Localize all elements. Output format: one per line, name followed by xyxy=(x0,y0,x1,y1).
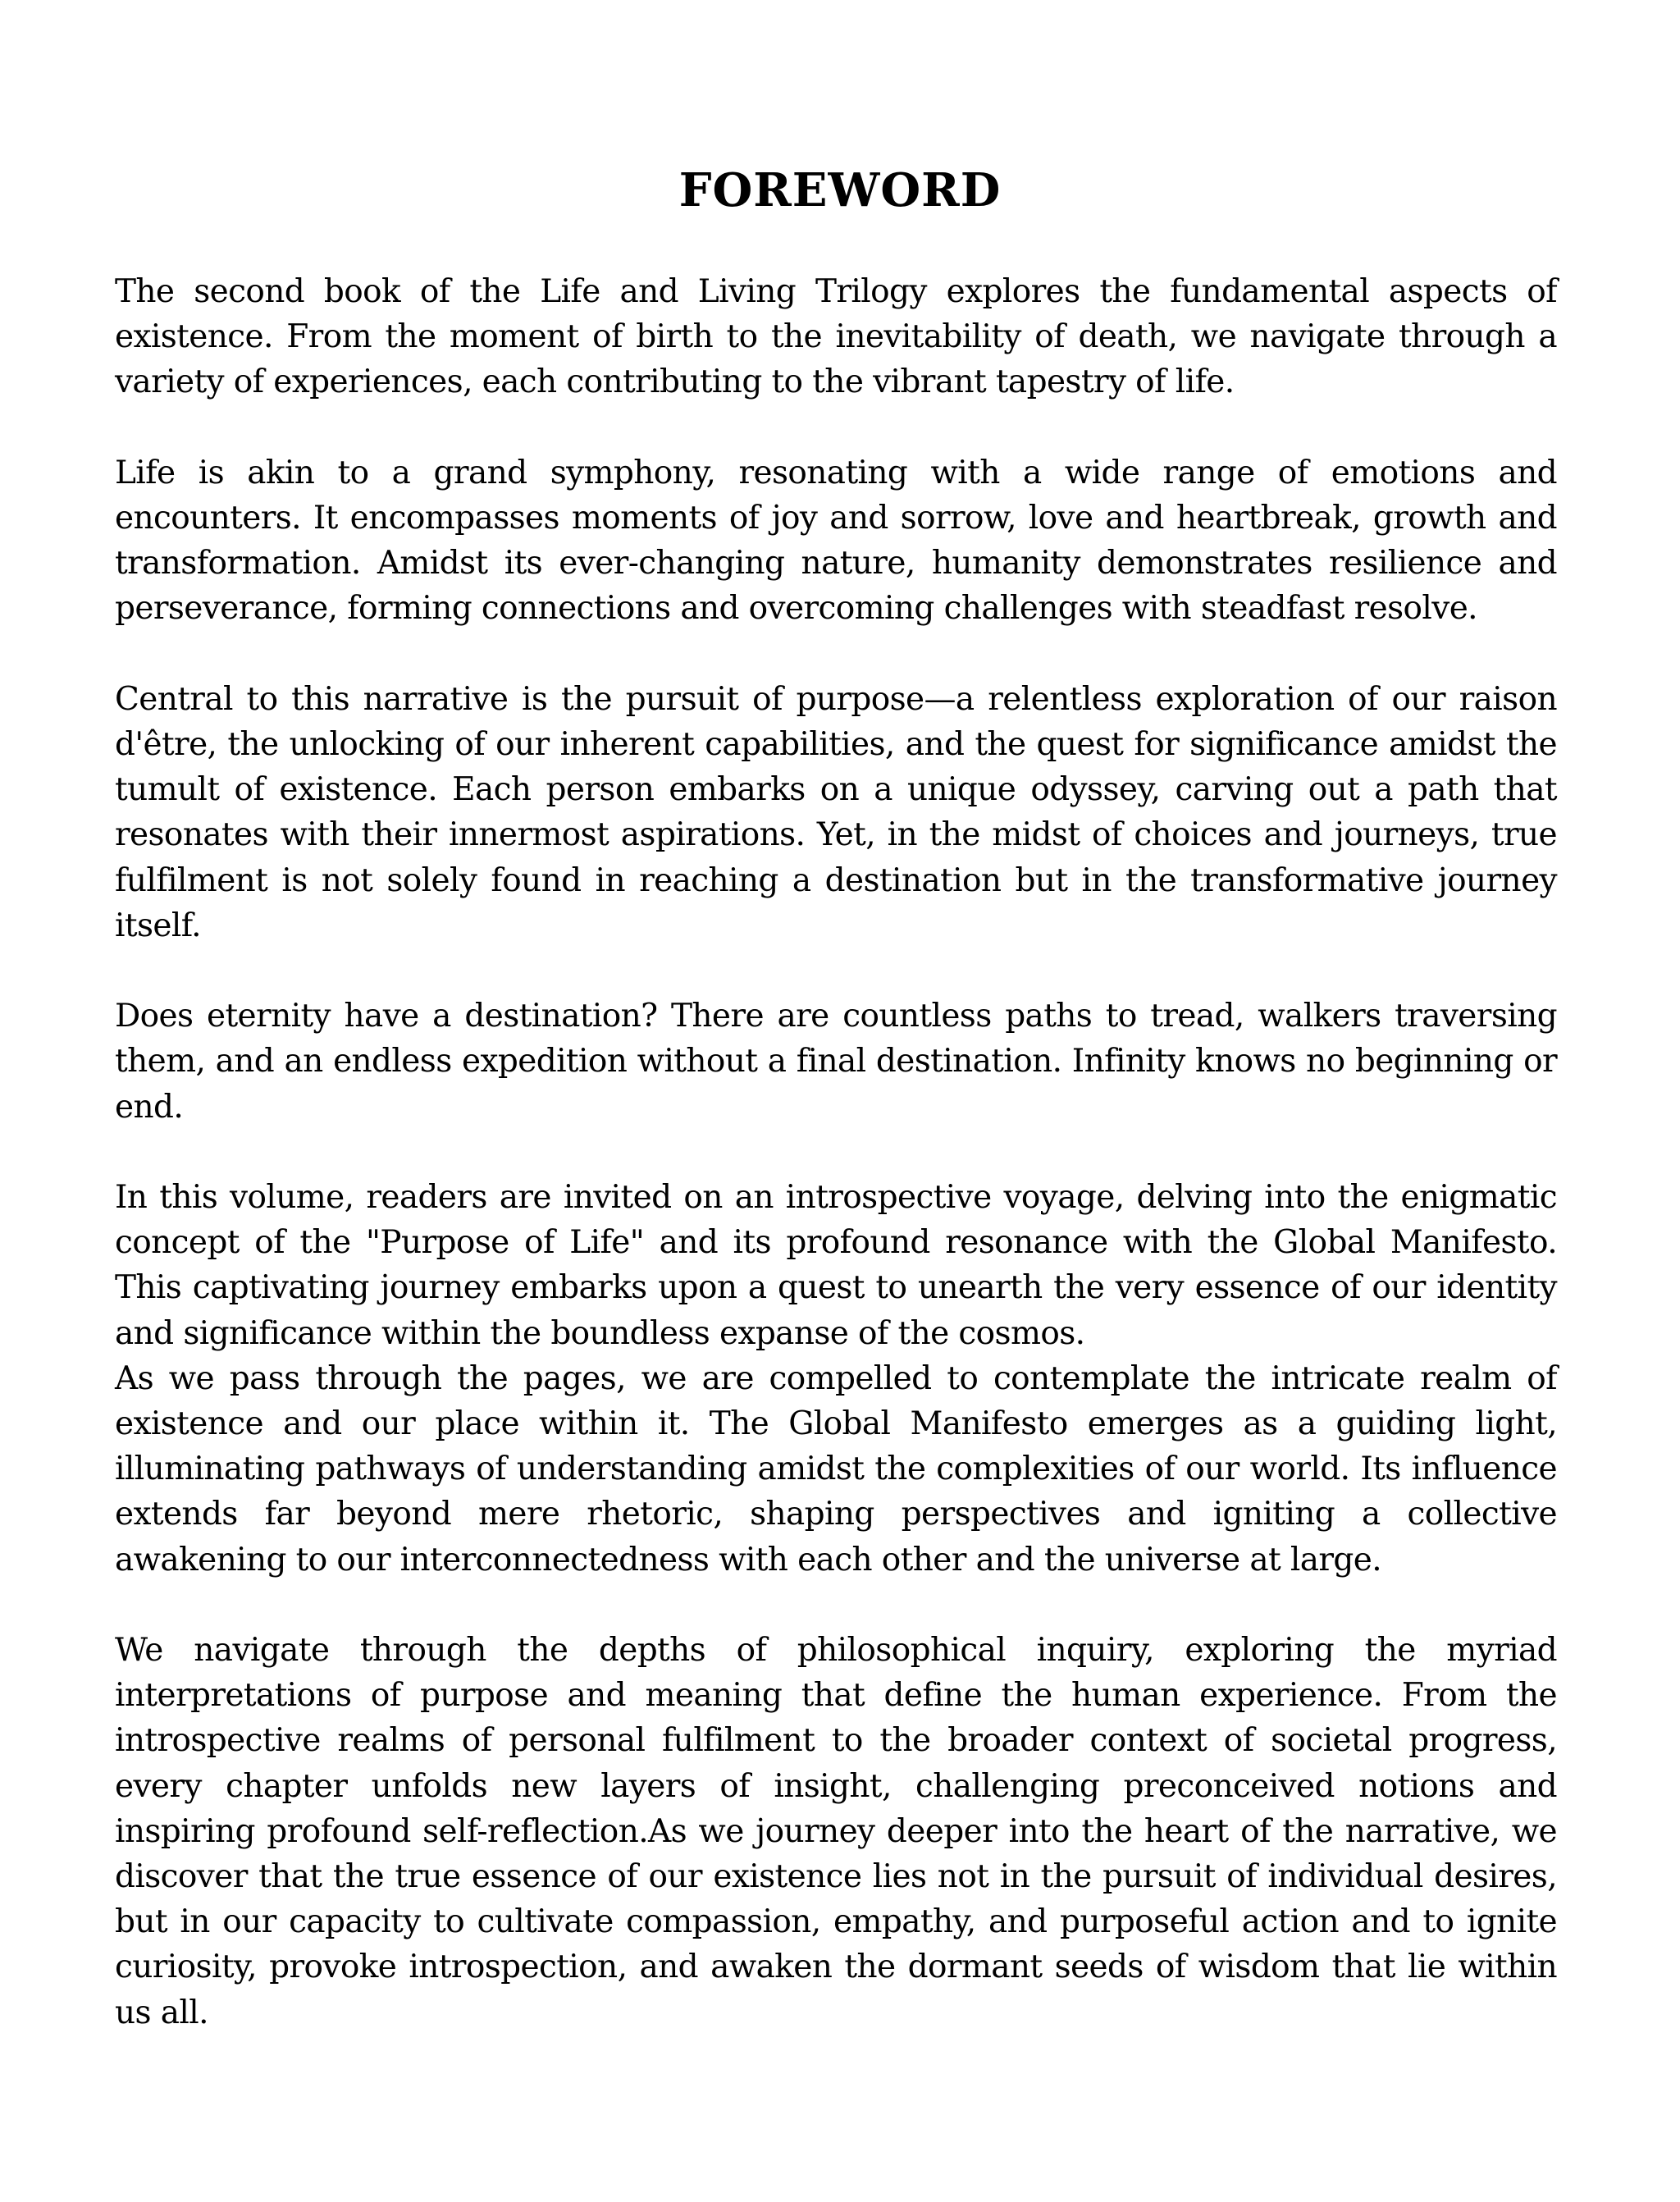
paragraph-6: As we pass through the pages, we are compelled to contemplate the intricate realm of existence and our place within it. The Global Manifesto emerges as a guiding light, illuminating pathways of understanding amidst the complexities of our world. Its influence extends far beyond mere rhetoric, shaping perspectives and igniting a collective awakening to our interconnectedness with each other and the universe at large. xyxy=(115,1359,1557,1578)
page-title: FOREWORD xyxy=(678,163,1002,217)
paragraph-3: Central to this narrative is the pursuit of purpose—a relentless exploration of our raison d'être, the unlocking of our inherent capabilities, and the quest for significance amidst the tumult of existence. Each person embarks on a unique odyssey, carving out a path that resonates with their innermost aspirations. Yet, in the midst of choices and journeys, true fulfilment is not solely found in reaching a destination but in the transformative journey itself. xyxy=(115,680,1557,944)
paragraph-4: Does eternity have a destination? There are countless paths to tread, walkers traversing them, and an endless expedition without a final destination. Infinity knows no beginning or end. xyxy=(115,998,1557,1126)
paragraph-5: In this volume, readers are invited on an introspective voyage, delving into the enigmatic concept of the "Purpose of Life" and its profound resonance with the Global Manifesto. This captivating journey embarks upon a quest to unearth the very essence of our identity and significance within the boundless expanse of the cosmos. xyxy=(115,1179,1557,1352)
paragraph-1: The second book of the Life and Living Trilogy explores the fundamental aspects of existence. From the moment of birth to the inevitability of death, we navigate through a variety of experiences, each contributing to the vibrant tapestry of life. xyxy=(115,273,1557,401)
foreword-body xyxy=(115,269,1557,2035)
paragraph-7: We navigate through the depths of philosophical inquiry, exploring the myriad interpretations of purpose and meaning that define the human experience. From the introspective realms of personal fulfilment to the broader context of societal progress, every chapter unfolds new layers of insight, challenging preconceived notions and inspiring profound self-reflection.As we journey deeper into the heart of the narrative, we discover that the true essence of our existence lies not in the pursuit of individual desires, but in our capacity to cultivate compassion, empathy, and purposeful action and to ignite curiosity, provoke introspection, and awaken the dormant seeds of wisdom that lie within us all. xyxy=(115,1632,1557,2031)
paragraph-2: Life is akin to a grand symphony, resonating with a wide range of emotions and encounters. It encompasses moments of joy and sorrow, love and heartbreak, growth and transformation. Amidst its ever-changing nature, humanity demonstrates resilience and perseverance, forming connections and overcoming challenges with steadfast resolve. xyxy=(115,454,1557,628)
